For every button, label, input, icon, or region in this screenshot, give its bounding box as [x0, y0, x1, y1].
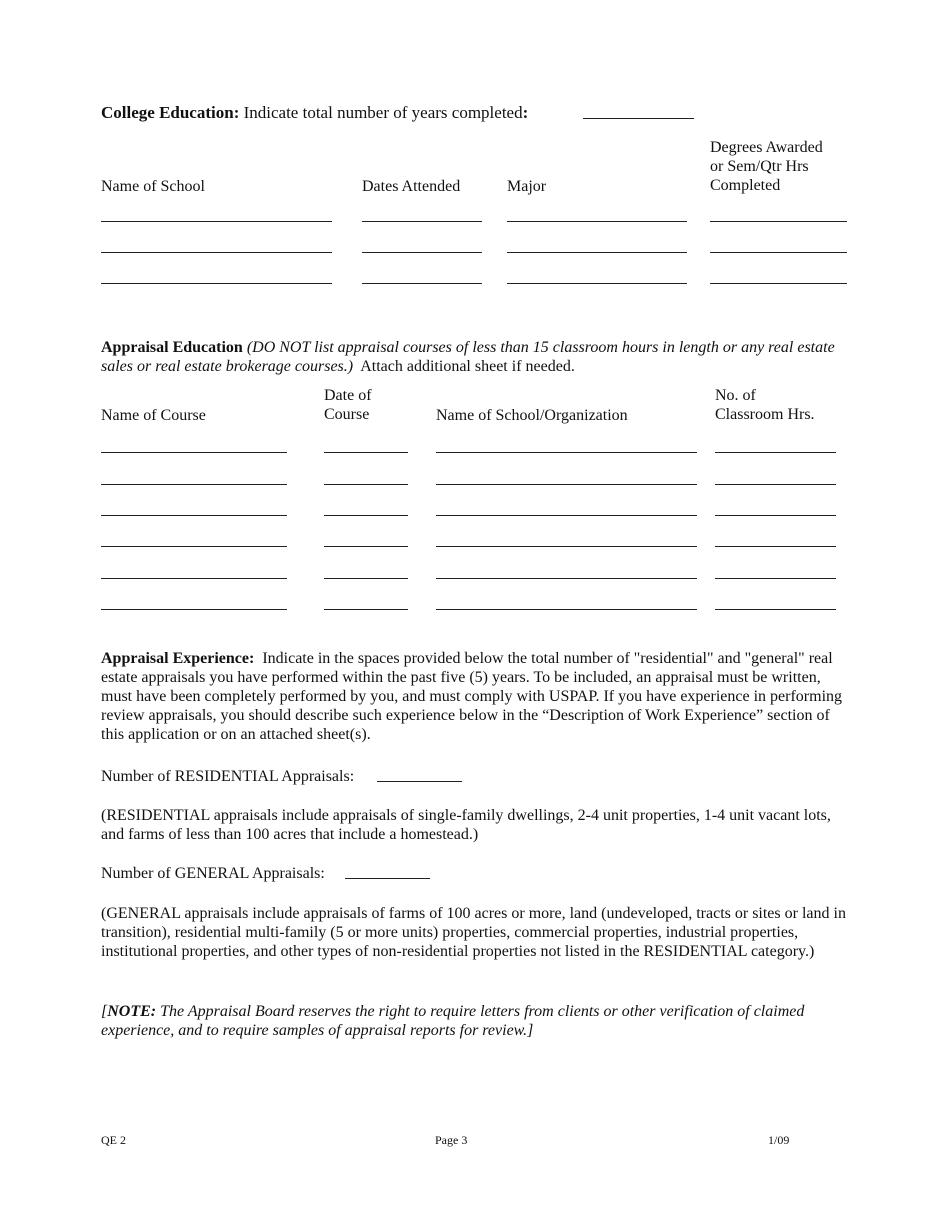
edu-course-blank[interactable]: [101, 452, 287, 453]
edu-date-blank[interactable]: [324, 452, 408, 453]
edu-course-blank[interactable]: [101, 484, 287, 485]
appraisal-education-italic-note: (DO NOT list appraisal courses of less than 15 classroom hours in length or any real estate sales or real estate brokerage courses.): [101, 339, 835, 375]
college-major-blank[interactable]: [507, 252, 687, 253]
note-text: The Appraisal Board reserves the right to require letters from clients or other verification of claimed experience, and to require samples of appraisal reports for review.]: [101, 1003, 805, 1039]
note-bracket: [: [101, 1003, 108, 1020]
edu-date-blank[interactable]: [324, 515, 408, 516]
college-education-heading: College Education:: [101, 103, 240, 122]
college-major-blank[interactable]: [507, 221, 687, 222]
edu-hours-blank[interactable]: [715, 546, 836, 547]
college-col-degrees-line3: Completed: [710, 177, 781, 194]
college-dates-blank[interactable]: [362, 221, 482, 222]
college-school-blank[interactable]: [101, 221, 332, 222]
edu-hours-blank[interactable]: [715, 484, 836, 485]
edu-hours-blank[interactable]: [715, 609, 836, 610]
footer-page-number: Page 3: [435, 1133, 468, 1147]
college-years-prompt: Indicate total number of years completed: [243, 103, 523, 122]
general-note: (GENERAL appraisals include appraisals of farms of 100 acres or more, land (undeveloped, tracts or sites or land in transition), residential multi-family (5 or more units) properties, commercial properties, industrial properties, institutional properties, and other types of non-residential properties not listed in the RESIDENTIAL category.): [101, 905, 846, 960]
edu-date-blank[interactable]: [324, 578, 408, 579]
edu-school-blank[interactable]: [436, 546, 697, 547]
general-count-label: Number of GENERAL Appraisals:: [101, 865, 325, 882]
edu-col-school: Name of School/Organization: [436, 407, 628, 424]
college-years-blank[interactable]: [583, 118, 694, 119]
appraisal-board-note: [101, 1002, 853, 1040]
edu-course-blank[interactable]: [101, 546, 287, 547]
edu-course-blank[interactable]: [101, 515, 287, 516]
college-dates-blank[interactable]: [362, 252, 482, 253]
college-degrees-blank[interactable]: [710, 221, 847, 222]
appraisal-experience-heading: Appraisal Experience:: [101, 650, 255, 667]
edu-date-blank[interactable]: [324, 546, 408, 547]
edu-col-date: [324, 386, 372, 424]
college-col-major: Major: [507, 178, 547, 195]
college-degrees-blank[interactable]: [710, 252, 847, 253]
edu-school-blank[interactable]: [436, 609, 697, 610]
general-count-blank[interactable]: [345, 878, 430, 879]
edu-school-blank[interactable]: [436, 452, 697, 453]
appraisal-education-heading: Appraisal Education: [101, 339, 243, 356]
edu-course-blank[interactable]: [101, 609, 287, 610]
college-school-blank[interactable]: [101, 283, 332, 284]
appraisal-experience-intro: [101, 649, 853, 744]
appraisal-education-intro: [101, 338, 861, 376]
appraisal-education-attach-note: Attach additional sheet if needed.: [360, 358, 575, 375]
residential-note: (RESIDENTIAL appraisals include appraisals of single-family dwellings, 2-4 unit properties, 1-4 unit vacant lots, and farms of less than 100 acres that include a homestead.): [101, 807, 831, 843]
appraisal-experience-text: Indicate in the spaces provided below the total number of "residential" and "general" real estate appraisals you have performed within the past five (5) years. To be included, an appraisal must be written, must have been completely performed by you, and must comply with USPAP. If you have experience in performing review appraisals, you should describe such experience below in the “Description of Work Experience” section of this application or on an attached sheet(s).: [101, 650, 843, 743]
edu-col-hours-line2: Classroom Hrs.: [715, 406, 815, 423]
college-col-degrees-line2: or Sem/Qtr Hrs: [710, 158, 809, 175]
college-dates-blank[interactable]: [362, 283, 482, 284]
college-years-colon: :: [522, 103, 529, 122]
college-col-degrees: [710, 138, 823, 195]
edu-course-blank[interactable]: [101, 578, 287, 579]
college-school-blank[interactable]: [101, 252, 332, 253]
footer-revision-date: 1/09: [768, 1133, 790, 1147]
footer-form-id: QE 2: [101, 1133, 126, 1147]
college-col-degrees-line1: Degrees Awarded: [710, 139, 823, 156]
residential-count-label: Number of RESIDENTIAL Appraisals:: [101, 768, 355, 785]
edu-col-hours: [715, 386, 815, 424]
edu-col-date-line1: Date of: [324, 387, 372, 404]
edu-date-blank[interactable]: [324, 609, 408, 610]
college-education-line: [101, 103, 528, 122]
edu-school-blank[interactable]: [436, 484, 697, 485]
college-col-school: Name of School: [101, 178, 205, 195]
edu-school-blank[interactable]: [436, 515, 697, 516]
residential-count-blank[interactable]: [377, 781, 462, 782]
edu-col-date-line2: Course: [324, 406, 370, 423]
college-major-blank[interactable]: [507, 283, 687, 284]
college-col-dates: Dates Attended: [362, 178, 461, 195]
edu-date-blank[interactable]: [324, 484, 408, 485]
edu-col-course: Name of Course: [101, 407, 206, 424]
edu-hours-blank[interactable]: [715, 515, 836, 516]
college-degrees-blank[interactable]: [710, 283, 847, 284]
edu-school-blank[interactable]: [436, 578, 697, 579]
note-label: NOTE:: [107, 1003, 157, 1020]
edu-hours-blank[interactable]: [715, 578, 836, 579]
edu-hours-blank[interactable]: [715, 452, 836, 453]
edu-col-hours-line1: No. of: [715, 387, 756, 404]
